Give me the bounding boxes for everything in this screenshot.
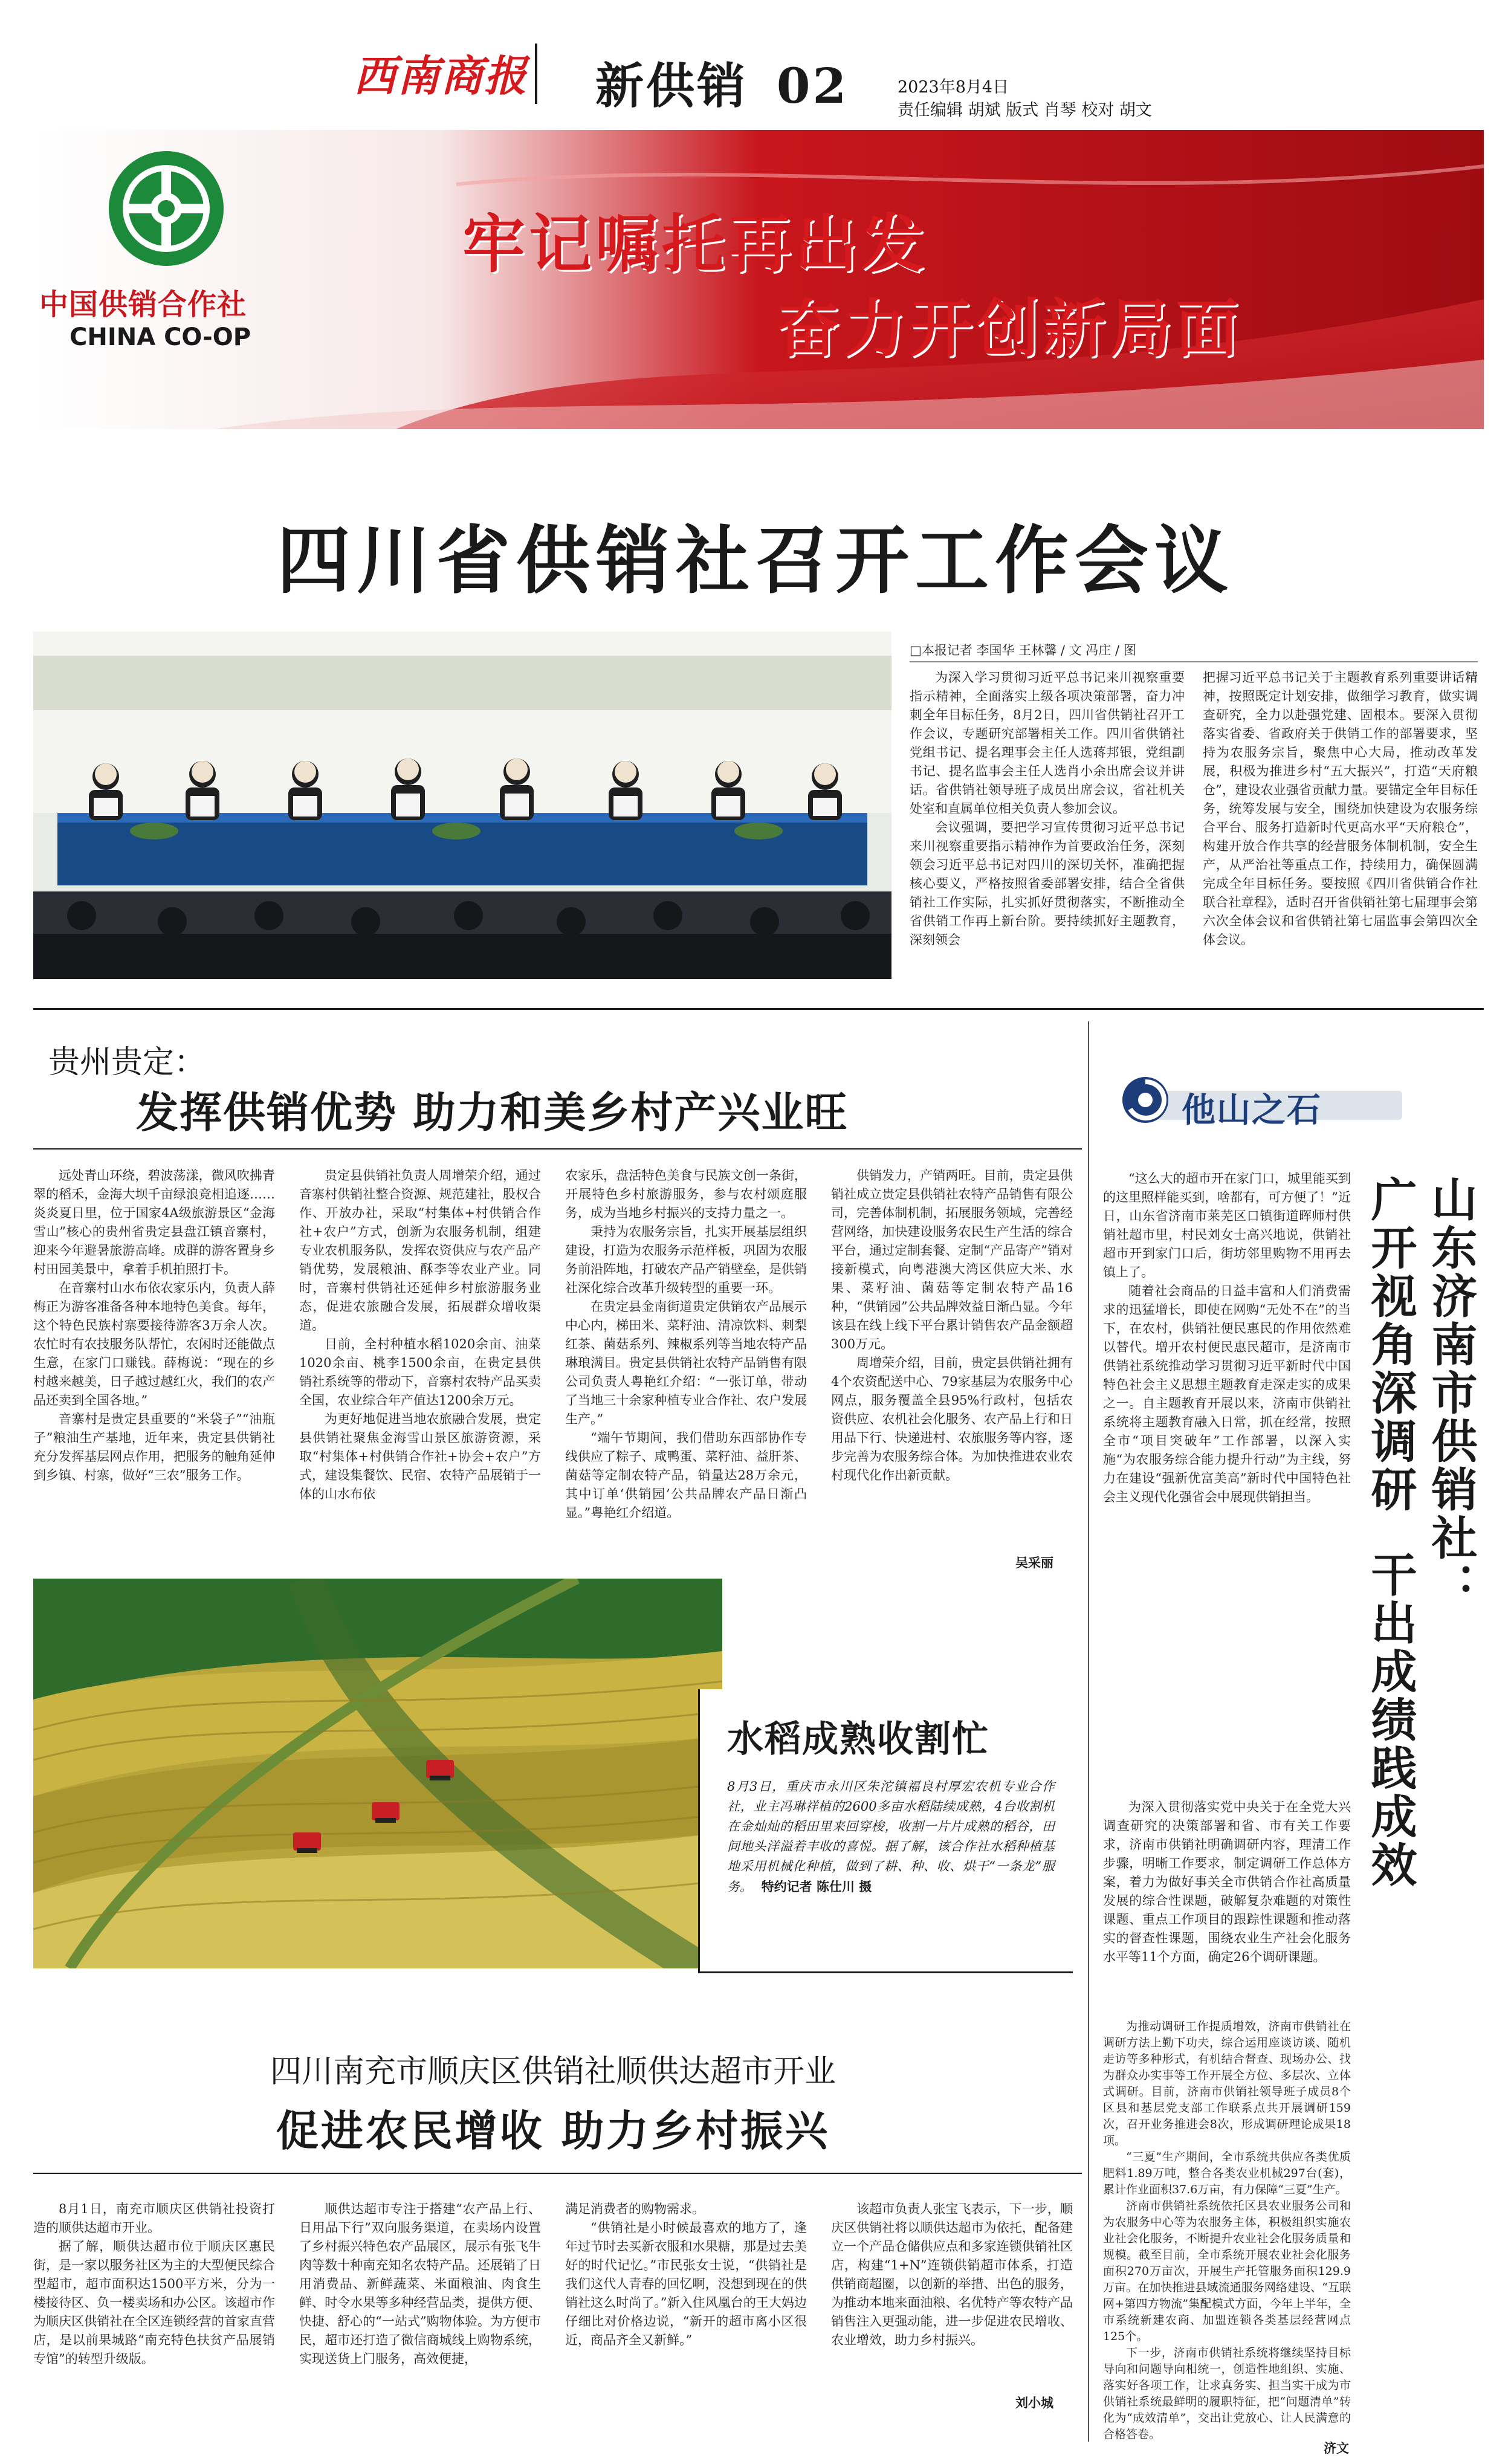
shunqing-signature: 刘小城 <box>1015 2395 1053 2410</box>
guizhou-paragraph: 在音寨村山水布依农家乐内，负责人薛梅正为游客准备各种本地特色美食。每年，这个特色民族村寨要接待游客3万余人次。农忙时有农技服务队帮忙，农闲时还能做点生意，在家门口赚钱。薛梅说：“现在的乡村越来越美，日子越过越红火，我们的农产品还卖到全国各地。” <box>33 1281 275 1408</box>
meeting-photo-image <box>33 632 891 979</box>
lead-paragraph: 会议强调，要把学习宣传贯彻习近平总书记来川视察重要指示精神作为首要政治任务，深刻领会习近平总书记对四川的深切关怀，准确把握核心要义，严格按照省委部署安排，结合全省供销社工作实际，扎实抓好贯彻落实，不断推动全省供销工作再上新台阶。要持续抓好主题教育，深刻领会 <box>910 820 1185 947</box>
section-name <box>595 47 849 117</box>
sidebar-headline-2: 广开视角深调研 干出成绩践成效 <box>1364 1175 1417 1889</box>
guizhou-column-4 <box>831 1166 1073 1485</box>
guizhou-paragraph: 在贵定县金南街道贵定供销农产品展示中心内，梯田米、菜籽油、清凉饮料、刺梨红茶、菌菇系列、辣椒系列等当地农特产品琳琅满目。贵定县供销社农特产品销售有限公司负责人粤艳红介绍：“一张订单，带动了当地三十余家种植专业合作社、农户发展生产。” <box>565 1299 807 1426</box>
editors-line: 责任编辑 胡斌 版式 肖琴 校对 胡文 <box>898 101 1152 120</box>
harvest-photo <box>33 1579 722 1968</box>
sidebar-paragraph: “这么大的超市开在家门口，城里能买到的这里照样能买到，啥都有，可方便了！”近日，山东省济南市莱芜区口镇街道晖师村供销社超市里，村民刘女士高兴地说，供销社超市开到家门口后，街坊邻里购物不用再去镇上了。 <box>1103 1171 1351 1279</box>
guizhou-paragraph: “端午节期间，我们借助东西部协作专线供应了粽子、咸鸭蛋、菜籽油、益肝茶、菌菇等定制农特产品，销量达28万余元，其中订单‘供销园’公共品牌农产品日渐凸显。”粤艳红介绍道。 <box>565 1431 807 1520</box>
logo-cn: 中国供销合作社 <box>39 288 247 322</box>
shunqing-column-2 <box>299 2200 541 2369</box>
guizhou-kicker: 贵州贵定： <box>48 1044 206 1081</box>
shunqing-headline-1: 四川南充市顺庆区供销社顺供达超市开业 <box>270 2054 836 2090</box>
coop-logo-icon <box>106 148 227 269</box>
guizhou-paragraph: 供销发力，产销两旺。目前，贵定县供销社成立贵定县供销社农特产品销售有限公司，完善体制机制，拓展服务领域，完善经营网络，加快建设服务农民生产生活的综合平台，通过定制套餐、定制“产品寄产”销对接新模式，向粤港澳大湾区供应大米、水果、菜籽油、菌菇等定制农特产品16种，“供销园”公共品牌效益日渐凸显。今年该县在线上线下平台累计销售农产品金额超300万元。 <box>831 1168 1073 1351</box>
shunqing-column-3 <box>565 2200 807 2350</box>
section-title: 新供销 <box>595 57 748 114</box>
shunqing-paragraph: 8月1日，南充市顺庆区供销社投资打造的顺供达超市开业。 <box>33 2202 275 2235</box>
lead-column-2 <box>1203 668 1478 949</box>
harvest-caption <box>727 1777 1055 1897</box>
paper-name: 西南商报 <box>354 51 528 101</box>
guizhou-headline: 发挥供销优势 助力和美乡村产兴业旺 <box>136 1087 849 1137</box>
harvest-caption-box <box>698 1689 1073 1973</box>
lead-paragraph: 把握习近平总书记关于主题教育系列重要讲话精神，按照既定计划安排，做细学习教育，做实调查研究，全力以赴强党建、固根本。要深入贯彻落实省委、省政府关于供销工作的部署要求，坚持为农服务宗旨，聚焦中心大局，推动改革发展，积极为推进乡村“五大振兴”，打造“天府粮仓”，建设农业强省贡献力量。要锚定全年目标任务，统筹发展与安全，围绕加快建设为农服务综合平台、服务打造新时代更高水平“天府粮仓”，构建开放合作共享的经营服务体制机制，安全生产，从严治社等重点工作，持续用力，确保圆满完成全年目标任务。要按照《四川省供销合作社联合社章程》，适时召开省供销社第七届理事会第六次全体会议和省供销社第七届监事会第四次全体会议。 <box>1203 670 1478 947</box>
guizhou-paragraph: 秉持为农服务宗旨，扎实开展基层组织建设，打造为农服务示范样板，巩固为农服务前沿阵地，打破农产品产销壁垒，是供销社深化综合改革升级转型的重要一环。 <box>565 1224 807 1295</box>
meeting-photo <box>33 632 891 979</box>
sidebar-body-end <box>1103 2019 1351 2442</box>
shunqing-paragraph: 据了解，顺供达超市位于顺庆区惠民街，是一家以服务社区为主的大型便民综合型超市，超市面积达1500平方米，分为一楼接待区、负一楼卖场和办公区。该超市作为顺庆区供销社在全区连锁经营的首家直营店，是以前果城路“南充特色扶贫产品展销专馆”的转型升级版。 <box>33 2239 275 2366</box>
vertical-divider <box>1088 1021 1089 2442</box>
swirl-icon <box>1118 1073 1173 1127</box>
sidebar-body-top <box>1103 1169 1351 1507</box>
logo-en: CHINA CO-OP <box>70 323 251 351</box>
sidebar-column-tag <box>1118 1073 1396 1130</box>
sidebar-paragraph: 随着社会商品的日益丰富和人们消费需求的迅猛增长，即使在网购“无处不在”的当下，在农村，供销社便民惠民的作用依然难以替代。增开农村便民惠民超市，是济南市供销社系统推动学习贯彻习近平新时代中国特色社会主义思想主题教育走深走实的成果之一。自主题教育开展以来，济南市供销社系统将主题教育融入日常，抓在经常，按照全市“项目突破年”工作部署，以深入实施“为农服务综合能力提升行动”为主线，努力在建设“强新优富美高”新时代中国特色社会主义现代化强省会中展现供销担当。 <box>1103 1284 1351 1504</box>
shunqing-headline-2: 促进农民增收 助力乡村振兴 <box>276 2106 830 2156</box>
banner <box>33 130 1484 429</box>
guizhou-paragraph: 为更好地促进当地农旅融合发展，贵定县供销社聚焦金海雪山景区旅游资源，采取“村集体+村供销合作社+协会+农户”方式，建设集餐饮、民宿、农特产品展销于一体的山水布依 <box>299 1412 541 1501</box>
sidebar-body-bottom <box>1103 1798 1351 1967</box>
issue-date: 2023年8月4日 <box>898 78 1009 97</box>
shunqing-paragraph: 满足消费者的购物需求。 <box>565 2202 705 2216</box>
page-number: 02 <box>776 57 849 114</box>
lead-paragraph: 为深入学习贯彻习近平总书记来川视察重要指示精神，全面落实上级各项决策部署，奋力冲刺全年目标任务，8月2日，四川省供销社召开工作会议，专题研究部署相关工作。四川省供销社党组书记、提名理事会主任人选蒋邦银，党组副书记、提名监事会主任人选肖小余出席会议并讲话。省供销社领导班子成员出席会议，省社机关处室和直属单位相关负责人参加会议。 <box>910 670 1185 816</box>
shunqing-paragraph: “供销社是小时候最喜欢的地方了，逢年过节时去买新衣服和水果糖，那是过去美好的时代记忆。”市民张女士说，“供销社是我们这代人青春的回忆啊，没想到现在的供销社这么时尚了。”新入住风凰台的王大妈边仔细比对价格边说，“新开的超市离小区很近，商品齐全又新鲜。” <box>565 2220 807 2347</box>
guizhou-column-2 <box>299 1166 541 1504</box>
guizhou-rule <box>33 1148 1082 1150</box>
lead-column-1 <box>910 668 1185 949</box>
guizhou-paragraph: 远处青山环绕，碧波荡漾，微风吹拂青翠的稻禾，金海大坝千亩绿浪竞相追逐……炎炎夏日里，位于国家4A级旅游景区“金海雪山”核心的贵州省贵定县盘江镇音寨村，迎来今年避暑旅游高峰。成群的游客置身乡村田园美景中，拿着手机拍照打卡。 <box>33 1168 275 1276</box>
shunqing-column-4 <box>831 2200 1073 2350</box>
guizhou-column-3 <box>565 1166 807 1522</box>
sidebar-paragraph: 济南市供销社系统依托区县农业服务公司和为农服务中心等为农服务主体，积极组织实施农业社会化服务，不断提升农业社会化服务质量和规模。截至目前，全市系统开展农业社会化服务面积270万亩次，开展生产托管服务面积129.9万亩。在加快推进县域流通服务网络建设、“互联网+第四方物流”集配模式方面，今年上半年，全市系统新建农商、加盟连锁各类基层经营网点125个。 <box>1103 2199 1351 2343</box>
byline-rule <box>910 661 1478 662</box>
shunqing-paragraph: 该超市负责人张宝飞表示，下一步，顺庆区供销社将以顺供达超市为依托，配备建立一个产品仓储供应点和多家连锁供销社区店，构建“1+N”连锁供销超市体系，打造供销商超圈，以创新的举措、出色的服务，为推动本地来面油粮、名优特产等农特产品销售注入更强动能，进一步促进农民增收、农业增效，助力乡村振兴。 <box>831 2202 1073 2347</box>
section-divider <box>33 1008 1484 1010</box>
masthead <box>0 0 1511 121</box>
masthead-divider <box>535 44 537 104</box>
sidebar-paragraph: 下一步，济南市供销社系统将继续坚持目标导向和问题导向相统一，创造性地组织、实施、落实好各项工作，让求真务实、担当实干成为市供销社系统最鲜明的履职特征，把“问题清单”转化为“成效清单”，交出让党放心、让人民满意的合格答卷。 <box>1103 2346 1351 2441</box>
slogan-line2: 奋力开创新局面 <box>777 292 1243 366</box>
guizhou-paragraph: 贵定县供销社负责人周增荣介绍，通过音寨村供销社整合资源、规范建社，股权合作、开放办社，采取“村集体+村供销合作社+农户”方式，创新为农服务机制，组建专业农机服务队，发挥农资供应与农产品产销优势，发展粮油、酥李等农业产业。同时，音寨村供销社还延伸乡村旅游服务业态，促进农旅融合发展，拓展群众增收渠道。 <box>299 1168 541 1333</box>
guizhou-paragraph: 音寨村是贵定县重要的“米袋子”“油瓶子”粮油生产基地，近年来，贵定县供销社充分发挥基层网点作用，把服务的触角延伸到乡镇、村寨，做好“三农”服务工作。 <box>33 1412 275 1483</box>
sidebar-headline-1: 山东济南市供销社： <box>1424 1175 1478 1611</box>
lead-byline: □本报记者 李国华 王林馨 / 文 冯庄 / 图 <box>910 643 1136 658</box>
guizhou-paragraph: 周增荣介绍，目前，贵定县供销社拥有4个农资配送中心、79家基层为农服务中心网点，服务覆盖全县95%行政村，包括农资供应、农机社会化服务、农产品上行和日用品下行、快递进村、农旅服务等内容，逐步完善为农服务综合体。为加快推进农业农村现代化作出新贡献。 <box>831 1356 1073 1483</box>
lead-headline: 四川省供销社召开工作会议 <box>277 518 1234 604</box>
guizhou-paragraph: 目前，全村种植水稻1020余亩、油菜1020余亩、桃李1500余亩，在贵定县供销社系统等的带动下，音寨村农特产品买卖全国，农业综合年产值达1200余万元。 <box>299 1337 541 1408</box>
sidebar-paragraph: 为深入贯彻落实党中央关于在全党大兴调查研究的决策部署和省、市有关工作要求，济南市供销社明确调研内容，理清工作步骤，明晰工作要求，制定调研工作总体方案，着力为做好事关全市供销合作社高质量发展的综合性课题，破解复杂难题的对策性课题、重点工作项目的跟踪性课题和推动落实的督查性课题，围绕农业生产社会化服务水平等11个方面，确定26个调研课题。 <box>1103 1800 1351 1964</box>
guizhou-signature: 吴采丽 <box>1015 1555 1053 1570</box>
rice-field-image <box>33 1579 722 1968</box>
shunqing-column-1 <box>33 2200 275 2369</box>
sidebar-column-name: 他山之石 <box>1182 1090 1322 1130</box>
slogan-line1: 牢记嘱托再出发 <box>462 207 928 281</box>
harvest-credit: 特约记者 陈仕川 摄 <box>761 1879 872 1894</box>
sidebar-paragraph: 为推动调研工作提质增效，济南市供销社在调研方法上勤下功夫，综合运用座谈访谈、随机走访等多种形式，有机结合督查、现场办公、找为群众办实事等工作开展全方位、多层次、立体式调研。目前，济南市供销社领导班子成员8个区县和基层党支部工作联系点共开展调研159次，召开业务推进会8次，形成调研理论成果18项。 <box>1103 2020 1351 2147</box>
guizhou-column-1 <box>33 1166 275 1485</box>
guizhou-paragraph: 农家乐，盘活特色美食与民族文创一条街，开展特色乡村旅游服务，参与农村颂庭服务，成为当地乡村振兴的支持力量之一。 <box>565 1168 807 1220</box>
sidebar-signature: 济文 <box>1324 2440 1349 2456</box>
shunqing-paragraph: 顺供达超市专注于搭建“农产品上行、日用品下行”双向服务渠道，在卖场内设置了乡村振兴特色农产品展区，展示有张飞牛肉等数十种南充知名农特产品。还展销了日用消费品、新鲜蔬菜、米面粮油、肉食生鲜、时令水果等多种经营品类，提供方便、快捷、舒心的“一站式”购物体验。为方便市民，超市还打造了微信商城线上购物系统，实现送货上门服务，高效便捷， <box>299 2202 541 2366</box>
harvest-title: 水稻成熟收割忙 <box>727 1718 989 1761</box>
sidebar-paragraph: “三夏”生产期间，全市系统共供应各类优质肥料1.89万吨，整合各类农业机械297台(套)，累计作业面积37.6万亩，有力保障“三夏”生产。 <box>1103 2150 1351 2196</box>
harvest-caption-text: 8月3日，重庆市永川区朱沱镇福良村厚宏农机专业合作社，业主冯琳祥植的2600多亩水稻陆续成熟，4台收割机在金灿灿的稻田里来回穿梭，收割一片片成熟的稻谷，田间地头洋溢着丰收的喜悦。据了解，该合作社水稻种植基地采用机械化种植，做到了耕、种、收、烘干“一条龙”服务。 <box>727 1779 1055 1894</box>
shunqing-rule <box>33 2173 1082 2174</box>
